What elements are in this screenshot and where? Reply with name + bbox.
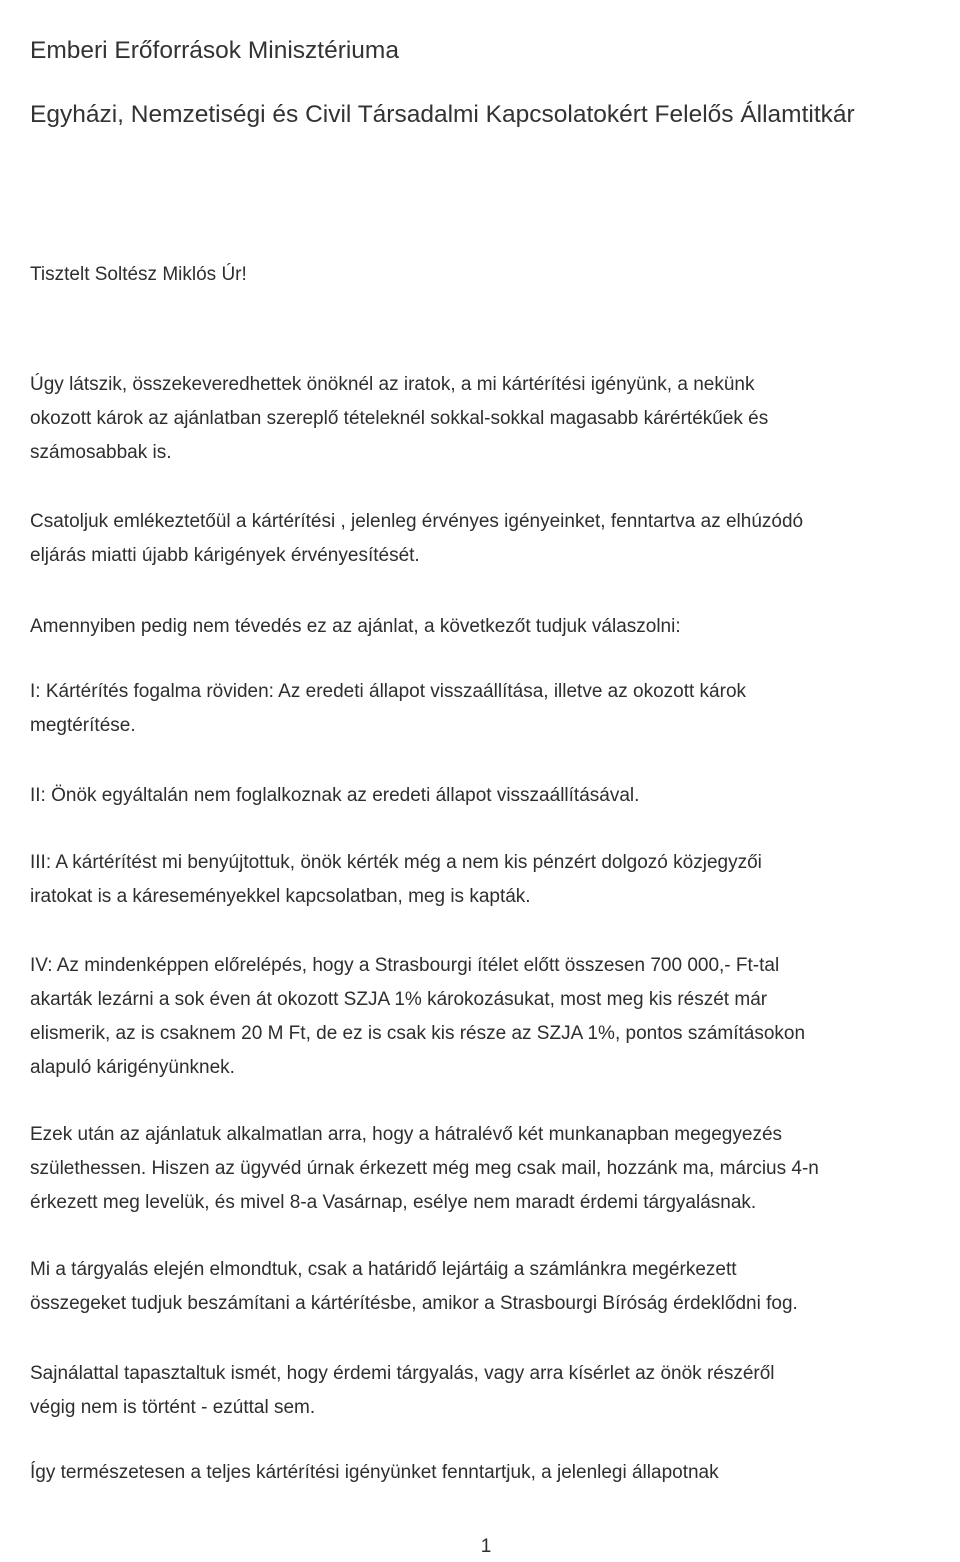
paragraph-line: akarták lezárni a sok éven át okozott SZJA 1% károkozásukat, most meg kis részét már [30,989,768,1010]
ministry-heading: Emberi Erőforrások Minisztériuma [30,37,399,64]
salutation: Tisztelt Soltész Miklós Úr! [30,264,247,285]
paragraph-line: Sajnálattal tapasztaltuk ismét, hogy érdemi tárgyalás, vagy arra kísérlet az önök részéről [30,1363,775,1384]
paragraph-line: Ezek után az ajánlatuk alkalmatlan arra, hogy a hátralévő két munkanapban megegyezés [30,1124,783,1145]
paragraph [30,368,945,470]
paragraph-line: Mi a tárgyalás elején elmondtuk, csak a határidő lejártáig a számlánkra megérkezett [30,1259,737,1280]
paragraph [30,779,945,813]
paragraph-line: Úgy látszik, összekeveredhettek önöknél az iratok, a mi kártérítési igényünk, a nekünk [30,374,755,395]
paragraph-line: iratokat is a káreseményekkel kapcsolatban, meg is kapták. [30,886,531,907]
paragraph-line: számosabbak is. [30,442,172,463]
paragraph [30,505,945,573]
paragraph-line: alapuló kárigényünknek. [30,1057,235,1078]
paragraph-line: eljárás miatti újabb kárigények érvényesítését. [30,545,420,566]
paragraph [30,1357,945,1425]
paragraph-line: IV: Az mindenképpen előrelépés, hogy a Strasbourgi ítélet előtt összesen 700 000,- Ft-tal [30,955,780,976]
paragraph-line: okozott károk az ajánlatban szereplő tételeknél sokkal-sokkal magasabb kárértékűek és [30,408,769,429]
paragraph-line: érkezett meg levelük, és mivel 8-a Vasárnap, esélye nem maradt érdemi tárgyalásnak. [30,1192,757,1213]
paragraph-line: III: A kártérítést mi benyújtottuk, önök kérték még a nem kis pénzért dolgozó közjegyzői [30,852,762,873]
paragraph [30,675,945,743]
paragraph [30,1118,945,1220]
paragraph-line: elismerik, az is csaknem 20 M Ft, de ez is csak kis része az SZJA 1%, pontos számításokon [30,1023,806,1044]
paragraph-line: Így természetesen a teljes kártérítési igényünket fenntartjuk, a jelenlegi állapotnak [30,1462,719,1483]
paragraph [30,1456,945,1490]
paragraph [30,610,945,644]
page-number: 1 [480,1536,492,1557]
paragraph [30,949,945,1085]
paragraph-line: I: Kártérítés fogalma röviden: Az eredeti állapot visszaállítása, illetve az okozott károk [30,681,747,702]
paragraph [30,1253,945,1321]
paragraph-line: II: Önök egyáltalán nem foglalkoznak az eredeti állapot visszaállításával. [30,785,640,806]
office-heading: Egyházi, Nemzetiségi és Civil Társadalmi Kapcsolatokért Felelős Államtitkár [30,101,855,128]
paragraph-line: Csatoljuk emlékeztetőül a kártérítési , jelenleg érvényes igényeinket, fenntartva az elhúzódó [30,511,804,532]
paragraph-line: Amennyiben pedig nem tévedés ez az ajánlat, a következőt tudjuk válaszolni: [30,616,681,637]
paragraph-line: megtérítése. [30,715,136,736]
paragraph-line: összegeket tudjuk beszámítani a kártérítésbe, amikor a Strasbourgi Bíróság érdeklődni fog. [30,1293,798,1314]
paragraph-line: születhessen. Hiszen az ügyvéd úrnak érkezett még meg csak mail, hozzánk ma, március 4-n [30,1158,819,1179]
paragraph-line: végig nem is történt - ezúttal sem. [30,1397,316,1418]
paragraph [30,846,945,914]
